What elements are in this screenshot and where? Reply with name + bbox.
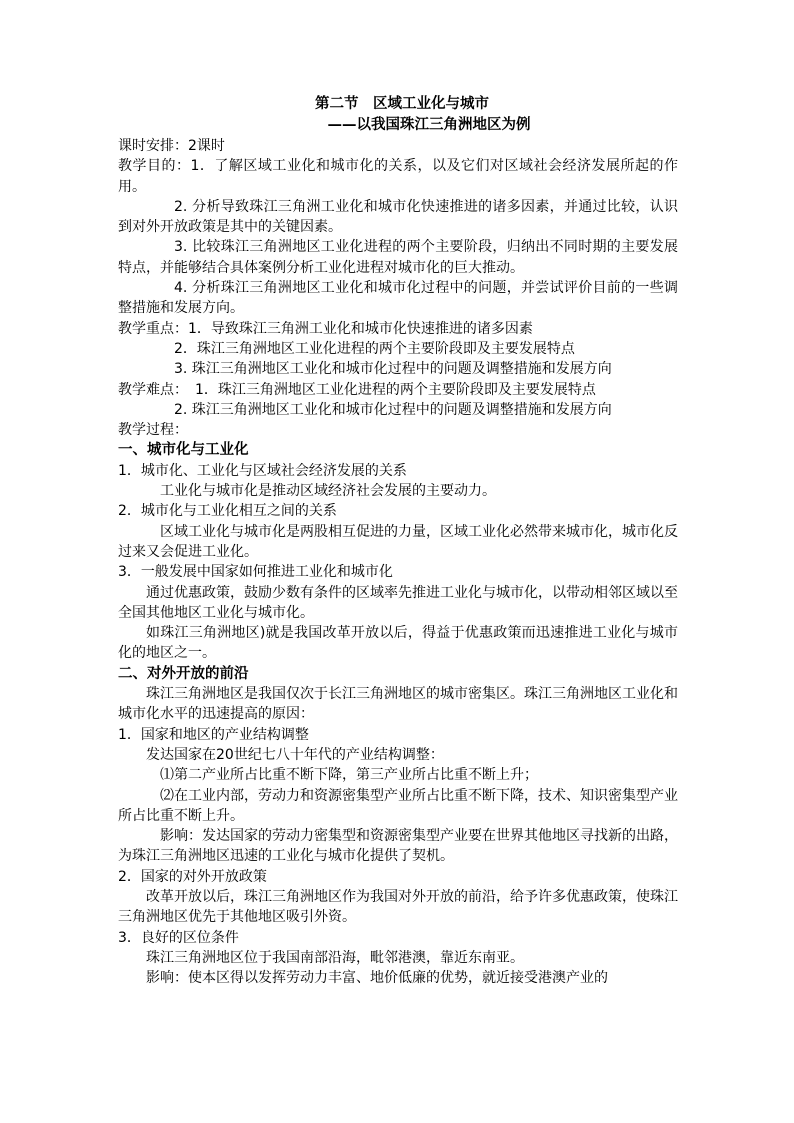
aim-item-3: 3. 比较珠江三角洲地区工业化进程的两个主要阶段，归纳出不同时期的主要发展特点，并能够结合具体案例分析工业化进程对城市化的巨大推动。 — [118, 239, 678, 276]
section2-intro: 珠江三角洲地区是我国仅次于长江三角洲地区的城市密集区。珠江三角洲地区工业化和城市化水平的迅速提高的原因： — [118, 686, 678, 723]
section2-sub3-title: 3．良好的区位条件 — [118, 929, 239, 946]
difficult-point-2: 2. 珠江三角洲地区工业化和城市化过程中的问题及调整措施和发展方向 — [174, 401, 612, 418]
section1-sub2-body: 区域工业化与城市化是两股相互促进的力量，区域工业化必然带来城市化，城市化反过来又会促进工业化。 — [118, 523, 678, 560]
key-point-2: 2．珠江三角洲地区工业化进程的两个主要阶段即及主要发展特点 — [174, 340, 575, 357]
difficult-points-label: 教学难点： — [118, 381, 181, 398]
section2-sub1-line3: ⑵在工业内部，劳动力和资源密集型产业所占比重不断下降，技术、知识密集型产业所占比重不断上升。 — [118, 787, 678, 824]
aim-item-4: 4. 分析珠江三角洲地区工业化和城市化过程中的问题，并尝试评价目前的一些调整措施和发展方向。 — [118, 280, 678, 317]
process-label: 教学过程： — [118, 422, 188, 439]
section1-sub3-body1: 通过优惠政策，鼓励少数有条件的区域率先推进工业化与城市化，以带动相邻区域以至全国其他地区工业化与城市化。 — [118, 584, 678, 621]
aims-label: 教学目的： — [118, 158, 191, 175]
section2-sub1-line2: ⑴第二产业所占比重不断下降，第三产业所占比重不断上升； — [160, 767, 538, 784]
key-point-3: 3. 珠江三角洲地区工业化和城市化过程中的问题及调整措施和发展方向 — [174, 361, 612, 378]
schedule-line: 课时安排：2课时 — [118, 138, 225, 154]
section2-sub3-line1: 珠江三角洲地区位于我国南部沿海，毗邻港澳，靠近东南亚。 — [146, 949, 524, 966]
page-subtitle: ——以我国珠江三角洲地区为例 — [327, 117, 531, 133]
section2-sub2-body: 改革开放以后，珠江三角洲地区作为我国对外开放的前沿，给予许多优惠政策，使珠江三角洲地区优先于其他地区吸引外资。 — [118, 888, 678, 926]
section1-sub1-title: 1．城市化、工业化与区域社会经济发展的关系 — [118, 462, 407, 479]
difficult-point-1: 教学难点： 1．珠江三角洲地区工业化进程的两个主要阶段即及主要发展特点 — [118, 381, 596, 398]
section2-sub1-line4: 影响：发达国家的劳动力密集型和资源密集型产业要在世界其他地区寻找新的出路，为珠江三角洲地区迅速的工业化与城市化提供了契机。 — [118, 828, 678, 865]
aim-item-2: 2. 分析导致珠江三角洲工业化和城市化快速推进的诸多因素，并通过比较，认识到对外开放政策是其中的关键因素。 — [118, 198, 678, 236]
section1-sub3-title: 3．一般发展中国家如何推进工业化和城市化 — [118, 564, 393, 581]
section1-sub3-body2: 如珠江三角洲地区)就是我国改革开放以后，得益于优惠政策而迅速推进工业化与城市化的地区之一。 — [118, 625, 678, 662]
section2-sub1-line1: 发达国家在20世纪七八十年代的产业结构调整： — [146, 746, 444, 763]
key-points-label: 教学重点： — [118, 320, 188, 337]
section2-sub2-title: 2．国家的对外开放政策 — [118, 868, 267, 885]
key-point-1: 教学重点：1．导致珠江三角洲工业化和城市化快速推进的诸多因素 — [118, 320, 533, 337]
section2-sub1-title: 1．国家和地区的产业结构调整 — [118, 726, 309, 743]
document-page — [118, 94, 678, 988]
section2-sub3-line2: 影响：使本区得以发挥劳动力丰富、地价低廉的优势，就近接受港澳产业的 — [146, 970, 608, 987]
page-title: 第二节 区域工业化与城市 — [315, 96, 489, 112]
section-heading-2: 二、对外开放的前沿 — [118, 665, 249, 682]
section1-sub1-body: 工业化与城市化是推动区域经济社会发展的主要动力。 — [160, 483, 496, 500]
aim-item-1: 教学目的：1．了解区域工业化和城市化的关系，以及它们对区域社会经济发展所起的作用。 — [118, 158, 679, 195]
section-heading-1: 一、城市化与工业化 — [118, 442, 249, 459]
section1-sub2-title: 2．城市化与工业化相互之间的关系 — [118, 503, 337, 520]
